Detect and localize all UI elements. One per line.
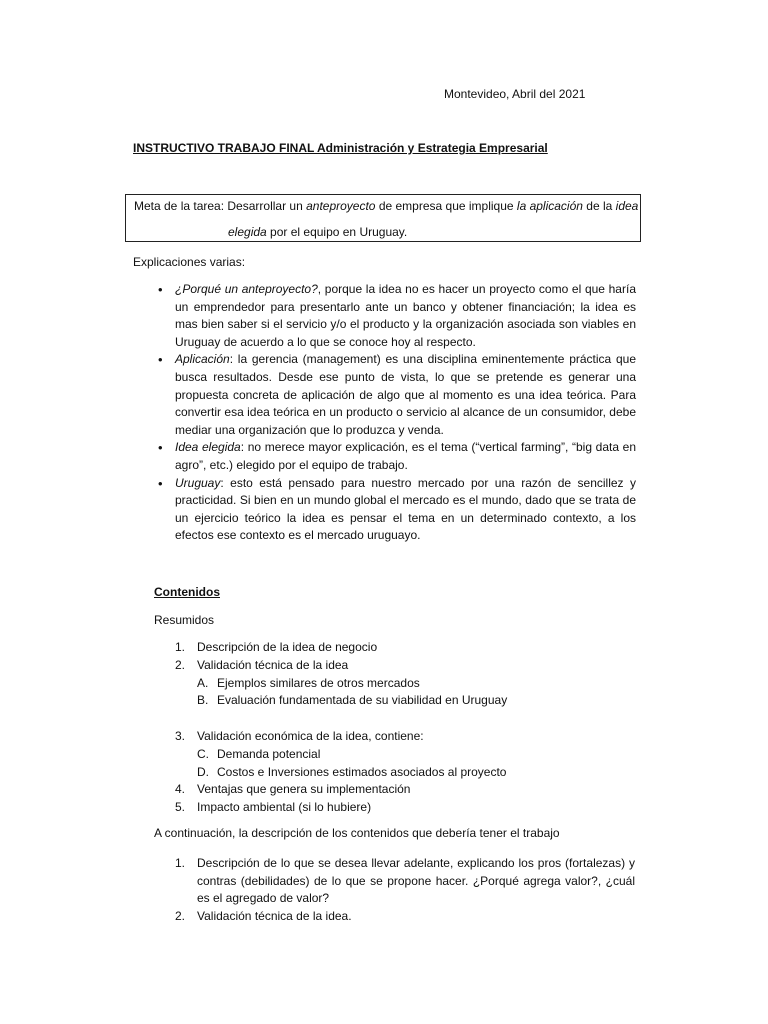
goal-term-idea: idea (615, 199, 639, 213)
bullet-text: , porque la idea no es hacer un proyecto como el que haría un emprendedor para presentarlo ante un banco y obtener financiación; la idea es mas bien saber si el servicio y/o el producto y la organización asociada son viables en Uruguay de acuerdo a lo que se conoce hoy al respecto. (175, 282, 636, 349)
bullet-term: Idea elegida (175, 440, 241, 455)
bullet-term: Uruguay (175, 475, 221, 490)
list-text: Descripción de lo que se desea llevar adelante, explicando los pros (fortalezas) y contras (debilidades) de lo que se propone hacer. ¿Porqué agrega valor?, ¿cuál es el agregado de valor? (197, 856, 635, 906)
list-letter: C. (197, 747, 209, 761)
list-number: 4. (175, 782, 186, 796)
goal-line-2 (228, 225, 407, 239)
list-number: 1. (175, 640, 186, 654)
list-item (158, 475, 636, 545)
resumidos-subheading: Resumidos (154, 613, 215, 627)
document-title: INSTRUCTIVO TRABAJO FINAL Administración y Estrategia Empresarial (133, 141, 548, 155)
list-text: Ejemplos similares de otros mercados (217, 676, 420, 690)
list-number: 2. (175, 908, 186, 923)
list-text: Ventajas que genera su implementación (197, 782, 411, 796)
list-item (158, 281, 636, 351)
goal-term-anteproyecto: anteproyecto (306, 199, 376, 213)
list-number: 2. (175, 658, 186, 672)
list-text: Descripción de la idea de negocio (197, 640, 378, 654)
bullet-term: Aplicación (175, 352, 230, 367)
goal-box (125, 194, 641, 242)
list-item (175, 908, 635, 926)
list-text: Costos e Inversiones estimados asociados al proyecto (217, 765, 507, 779)
list-letter: B. (197, 693, 209, 707)
explicaciones-heading: Explicaciones varias: (133, 255, 246, 269)
goal-text: de empresa que implique (375, 199, 517, 213)
list-text: Validación económica de la idea, contiene: (197, 729, 424, 743)
bullet-text: : no merece mayor explicación, es el tema (“vertical farming”, “big data en agro”, etc.) elegido por el equipo de trabajo. (175, 440, 637, 472)
list-item (175, 855, 635, 908)
list-number: 3. (175, 729, 186, 743)
list-item (158, 351, 636, 439)
list-letter: D. (197, 765, 209, 779)
document-date: Montevideo, Abril del 2021 (444, 87, 586, 101)
bullet-text: : esto está pensado para nuestro mercado por una razón de sencillez y practicidad. Si bien en un mundo global el mercado es el mundo, dado que se trata de un ejercicio teórico la idea es pensar el tema en un determinado contexto, a los efectos ese contexto es el mercado uruguayo. (175, 475, 636, 543)
list-text: Evaluación fundamentada de su viabilidad en Uruguay (217, 693, 508, 707)
list-text: Impacto ambiental (si lo hubiere) (197, 800, 372, 814)
list-text: Validación técnica de la idea. (197, 908, 352, 923)
list-text: Demanda potencial (217, 747, 321, 761)
list-number: 5. (175, 800, 186, 814)
list-text: Validación técnica de la idea (197, 658, 349, 672)
bullet-term: ¿Porqué un anteproyecto? (175, 282, 318, 296)
goal-term-elegida: elegida (228, 225, 267, 239)
goal-text: por el equipo en Uruguay. (266, 225, 408, 239)
list-number: 1. (175, 856, 186, 870)
list-letter: A. (197, 676, 209, 690)
goal-term-aplicacion: la aplicación (516, 199, 583, 213)
explicaciones-list (158, 281, 636, 545)
contenidos-detail-list (175, 855, 635, 925)
goal-text: de la (582, 199, 616, 213)
list-item (158, 439, 636, 474)
bullet-text: : la gerencia (management) es una disciplina eminentemente práctica que busca resultados. Desde ese punto de vista, lo que se pretende es generar una propuesta concreta de aplicación de algo que al momento es una idea teórica. Para convertir esa idea teórica en un producto o servicio al alcance de un consumidor, debe mediar una organización que lo produzca y venda. (175, 352, 636, 437)
contenidos-heading: Contenidos (154, 585, 220, 599)
goal-text: Meta de la tarea: Desarrollar un (134, 199, 307, 213)
goal-line-1 (134, 199, 638, 213)
contenidos-intro: A continuación, la descripción de los contenidos que debería tener el trabajo (154, 826, 560, 840)
